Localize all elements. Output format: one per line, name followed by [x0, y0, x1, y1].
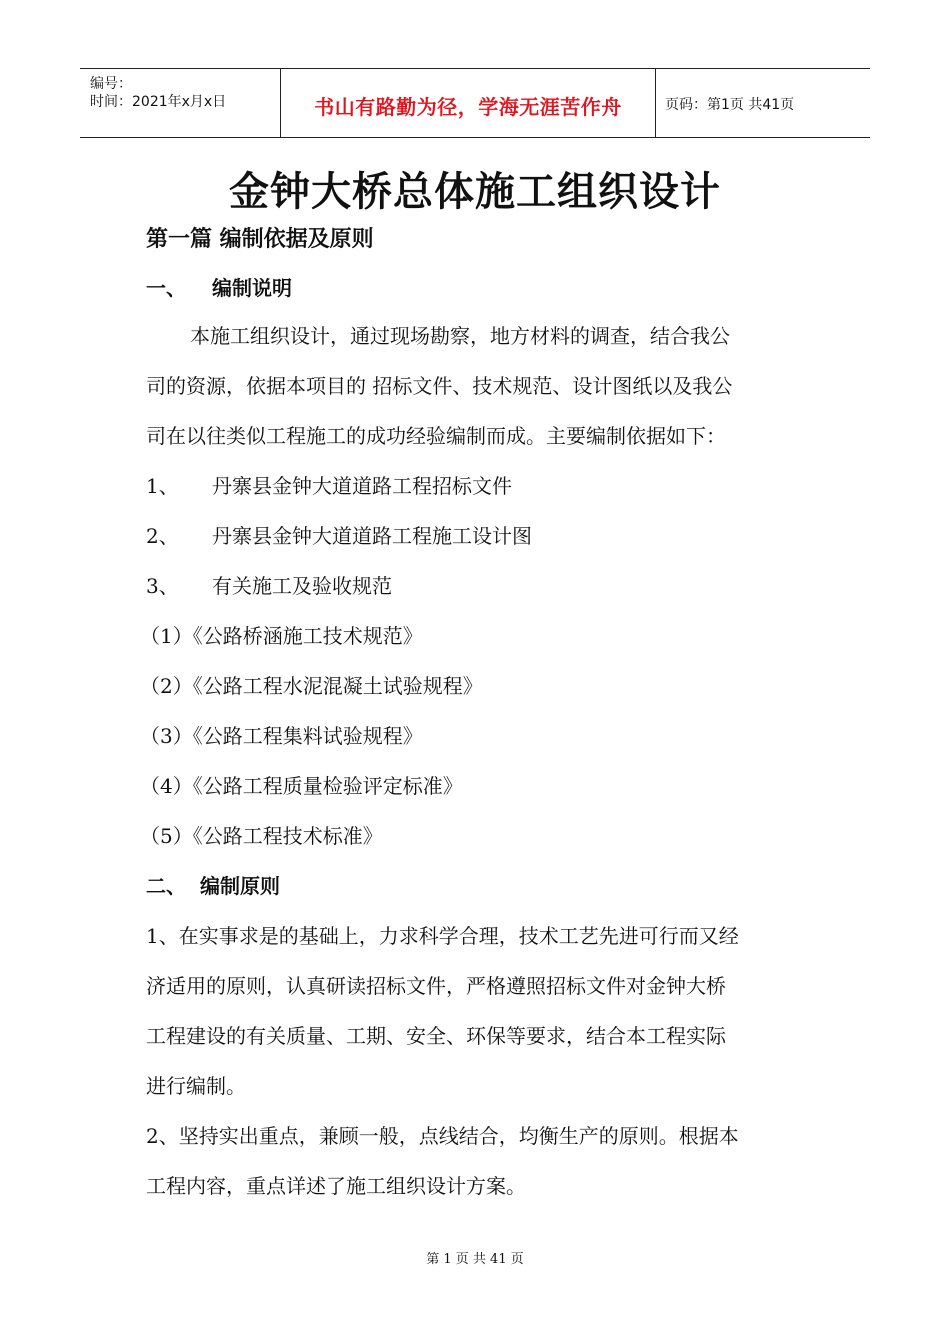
section-title: 编制原则 [200, 874, 280, 898]
principle-line: 工程建设的有关质量、工期、安全、环保等要求，结合本工程实际 [146, 1024, 726, 1048]
header-page-cell [655, 69, 870, 137]
intro-line: 司的资源，依据本项目的 招标文件、技术规范、设计图纸以及我公 [146, 374, 733, 398]
page-footer: 第 1 页 共 41 页 [426, 1252, 524, 1267]
intro-line: 本施工组织设计，通过现场勘察，地方材料的调查，结合我公 [190, 324, 730, 348]
header-motto-cell [280, 69, 656, 137]
spec-item: （1）《公路桥涵施工技术规范》 [140, 624, 423, 648]
basis-number: 2、 [146, 524, 179, 548]
time-label: 时间：2021年x月x日 [90, 94, 227, 110]
principle-line: 济适用的原则，认真研读招标文件，严格遵照招标文件对金钟大桥 [146, 974, 726, 998]
principle-line: 工程内容，重点详述了施工组织设计方案。 [146, 1174, 526, 1198]
page-label: 页码：第1页 共41页 [665, 97, 795, 113]
basis-number: 1、 [146, 474, 179, 498]
basis-text: 丹寨县金钟大道道路工程施工设计图 [212, 524, 532, 548]
document-title: 金钟大桥总体施工组织设计 [229, 168, 721, 215]
principle-line: 进行编制。 [146, 1074, 246, 1098]
document-header [80, 68, 870, 138]
principle-line: 2、坚持实出重点，兼顾一般，点线结合，均衡生产的原则。根据本 [146, 1124, 739, 1148]
section-heading-1 [146, 272, 292, 301]
spec-item: （4）《公路工程质量检验评定标准》 [140, 774, 463, 798]
basis-text: 丹寨县金钟大道道路工程招标文件 [212, 474, 512, 498]
section-heading-2 [146, 870, 280, 899]
principle-line: 1、在实事求是的基础上，力求科学合理，技术工艺先进可行而又经 [146, 924, 739, 948]
spec-item: （2）《公路工程水泥混凝土试验规程》 [140, 674, 483, 698]
section-title: 编制说明 [212, 276, 292, 300]
spec-item: （5）《公路工程技术标准》 [140, 824, 383, 848]
code-label: 编号： [90, 76, 132, 92]
header-motto: 书山有路勤为径，学海无涯苦作舟 [314, 95, 622, 119]
intro-line: 司在以往类似工程施工的成功经验编制而成。主要编制依据如下： [146, 424, 726, 448]
spec-item: （3）《公路工程集料试验规程》 [140, 724, 423, 748]
section-number: 一、 [146, 276, 186, 300]
basis-number: 3、 [146, 574, 179, 598]
part-title: 第一篇 编制依据及原则 [146, 226, 374, 252]
basis-text: 有关施工及验收规范 [212, 574, 392, 598]
header-info-cell [80, 69, 280, 137]
section-number: 二、 [146, 874, 186, 898]
